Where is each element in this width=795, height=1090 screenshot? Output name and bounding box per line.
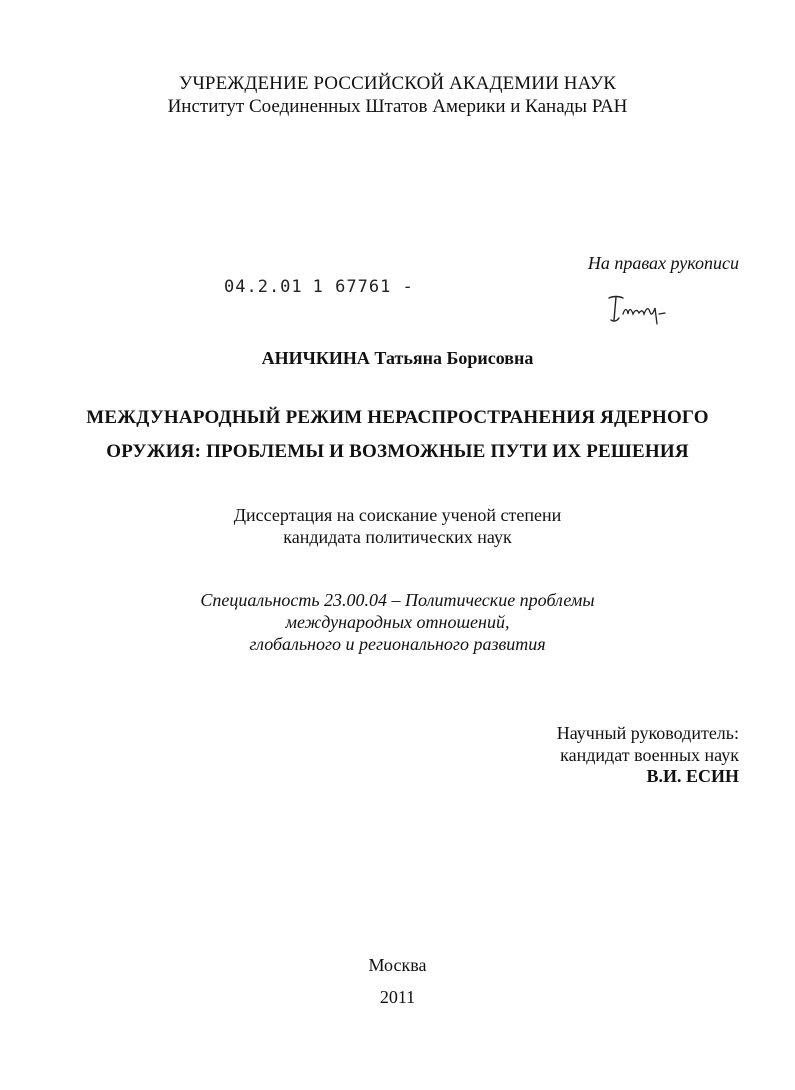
signature	[603, 290, 683, 330]
advisor-name: В.И. ЕСИН	[646, 766, 739, 786]
degree-statement-line-1: Диссертация на соискание ученой степени	[233, 505, 562, 525]
stamp-prefix: 04.2.01	[224, 277, 303, 297]
institution-name: УЧРЕЖДЕНИЕ РОССИЙСКОЙ АКАДЕМИИ НАУК	[178, 73, 617, 94]
year: 2011	[379, 987, 416, 1007]
degree-statement-line-2: кандидата политических наук	[283, 527, 512, 547]
stamp-code: 1 67761 -	[312, 277, 414, 297]
city: Москва	[368, 955, 427, 975]
manuscript-note: На правах рукописи	[587, 253, 739, 273]
specialty-line-2: международных отношений,	[285, 612, 510, 632]
dissertation-title-line-1: МЕЖДУНАРОДНЫЙ РЕЖИМ НЕРАСПРОСТРАНЕНИЯ ЯДЕРНОГО	[86, 407, 709, 428]
institute-name: Институт Соединенных Штатов Америки и Канады РАН	[167, 96, 628, 117]
advisor-degree: кандидат военных наук	[560, 745, 739, 765]
advisor-label: Научный руководитель:	[556, 723, 739, 743]
specialty-line-3: глобального и регионального развития	[249, 634, 546, 654]
specialty-line-1: Специальность 23.00.04 – Политические проблемы	[200, 590, 595, 610]
author-name: АНИЧКИНА Татьяна Борисовна	[261, 348, 534, 368]
dissertation-title-line-2: ОРУЖИЯ: ПРОБЛЕМЫ И ВОЗМОЖНЫЕ ПУТИ ИХ РЕШЕНИЯ	[106, 441, 689, 462]
library-stamp	[224, 277, 414, 297]
